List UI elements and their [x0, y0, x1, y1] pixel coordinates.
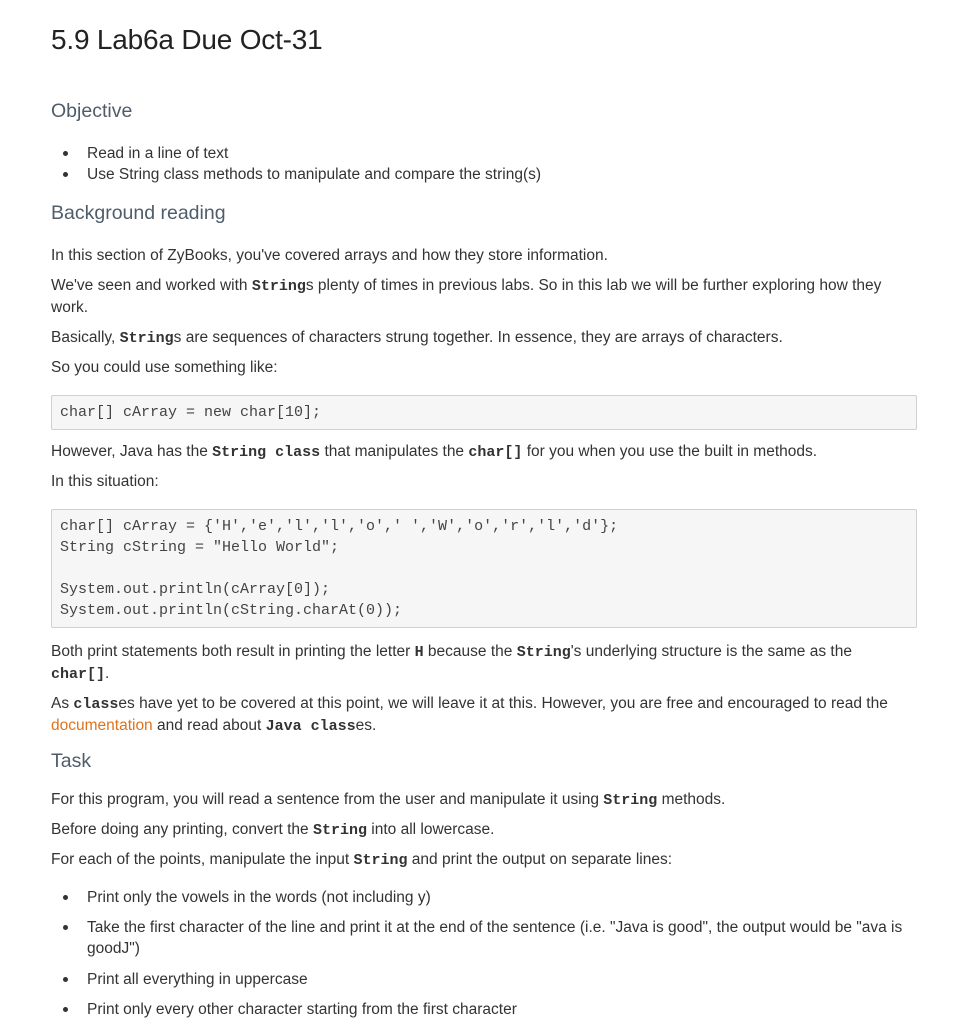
bullet-icon	[63, 977, 68, 982]
list-item-text: Print all everything in uppercase	[87, 971, 308, 988]
inline-code: String	[516, 644, 571, 661]
inline-code: String	[312, 822, 367, 839]
inline-code: String class	[212, 444, 321, 461]
bullet-icon	[63, 172, 68, 177]
paragraph: In this situation:	[51, 473, 159, 490]
inline-code: class	[73, 696, 119, 713]
paragraph: Before doing any printing, convert the String into all lowercase.	[51, 821, 495, 839]
paragraph: Both print statements both result in printing the letter H because the String's underlying structure is the same as the char[].	[51, 643, 852, 683]
paragraph: We've seen and worked with Strings plenty of times in previous labs. So in this lab we will be further exploring how they work.	[51, 277, 882, 316]
paragraph: So you could use something like:	[51, 359, 278, 376]
list-item-text: Read in a line of text	[87, 145, 229, 162]
list-item-text: Use String class methods to manipulate and compare the string(s)	[87, 166, 542, 183]
paragraph: Basically, Strings are sequences of characters strung together. In essence, they are arrays of characters.	[51, 329, 783, 347]
bullet-icon	[63, 1007, 68, 1012]
paragraph: In this section of ZyBooks, you've covered arrays and how they store information.	[51, 247, 608, 264]
objective-heading: Objective	[51, 100, 133, 122]
inline-code: String	[603, 792, 658, 809]
inline-code: char[]	[51, 666, 106, 683]
bullet-icon	[63, 151, 68, 156]
inline-code: H	[414, 644, 424, 661]
code-block: char[] cArray = {'H','e','l','l','o',' ','W','o','r','l','d'}; String cString = "Hello World"; System.out.println(cArray[0]); System.out.println(cString.charAt(0));	[51, 509, 917, 628]
documentation-link[interactable]: documentation	[51, 717, 153, 734]
bullet-icon	[63, 925, 68, 930]
list-item-text: Take the first character of the line and print it at the end of the sentence (i.e. "Java is good", the output would be "ava is goodJ")	[87, 919, 903, 957]
list-item-text: Print only the vowels in the words (not including y)	[87, 889, 431, 906]
bullet-icon	[63, 895, 68, 900]
task-heading: Task	[51, 750, 92, 772]
inline-code: Java class	[265, 718, 356, 735]
paragraph: As classes have yet to be covered at this point, we will leave it at this. However, you are free and encouraged to read the documentation and read about Java classes.	[51, 695, 888, 735]
background-heading: Background reading	[51, 202, 226, 224]
code-block: char[] cArray = new char[10];	[51, 395, 917, 430]
list-item-text: Print only every other character starting from the first character	[87, 1001, 517, 1018]
inline-code: String	[119, 330, 174, 347]
paragraph: For this program, you will read a sentence from the user and manipulate it using String methods.	[51, 791, 726, 809]
inline-code: char[]	[468, 444, 523, 461]
page-title: 5.9 Lab6a Due Oct-31	[51, 24, 323, 55]
paragraph: However, Java has the String class that manipulates the char[] for you when you use the built in methods.	[51, 443, 818, 461]
inline-code: String	[251, 278, 306, 295]
inline-code: String	[353, 852, 408, 869]
paragraph: For each of the points, manipulate the input String and print the output on separate lines:	[51, 851, 673, 869]
